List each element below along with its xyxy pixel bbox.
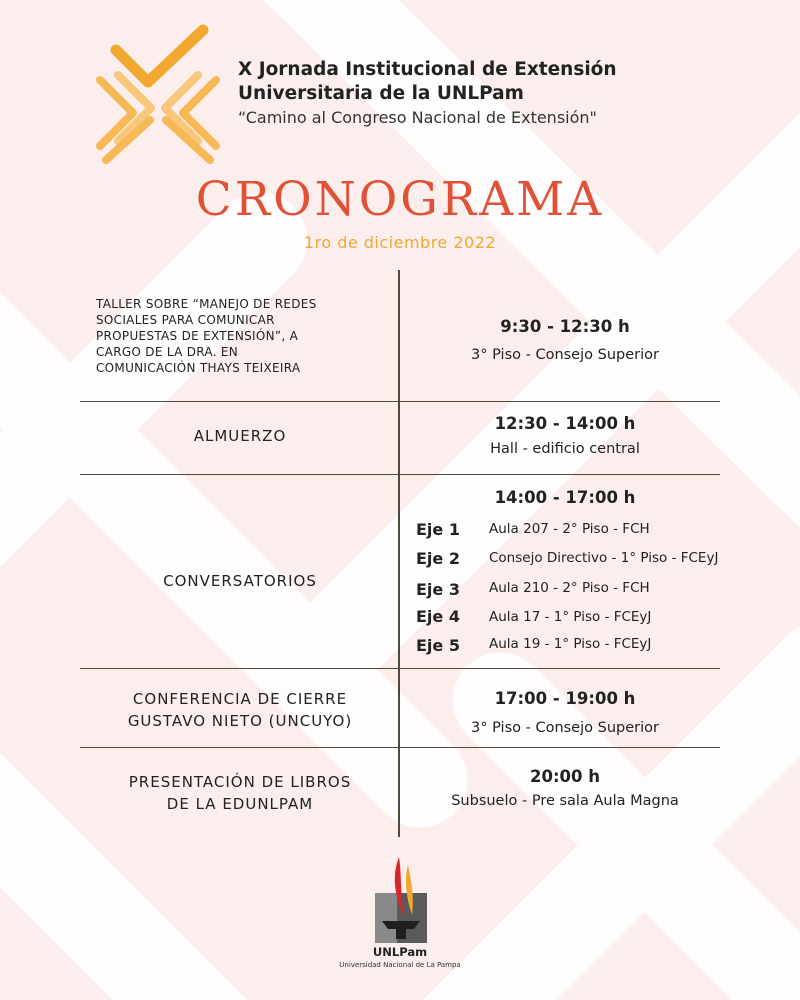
eje-place: Consejo Directivo - 1° Piso - FCEyJ <box>489 550 719 566</box>
taller-line: PROPUESTAS DE EXTENSIÓN”, A <box>96 329 299 343</box>
eje-label: Eje 5 <box>416 636 460 655</box>
almuerzo-time: 12:30 - 14:00 h <box>494 414 636 433</box>
page-title: CRONOGRAMA <box>195 172 605 227</box>
libros-time: 20:00 h <box>529 767 600 786</box>
event-title <box>238 58 617 130</box>
conferencia-time: 17:00 - 19:00 h <box>494 689 636 708</box>
eje-label: Eje 3 <box>416 580 460 599</box>
conferencia-line1: CONFERENCIA DE CIERRE <box>132 690 348 708</box>
conversatorios-label: CONVERSATORIOS <box>163 572 317 590</box>
taller-place: 3° Piso - Consejo Superior <box>471 347 659 363</box>
eje-label: Eje 1 <box>416 520 460 539</box>
event-date: 1ro de diciembre 2022 <box>303 233 497 252</box>
conversatorios-time: 14:00 - 17:00 h <box>494 488 636 507</box>
unlpam-name: UNLPam <box>372 945 428 959</box>
table-row-divider <box>80 668 720 669</box>
conferencia-place: 3° Piso - Consejo Superior <box>471 720 659 736</box>
eje-label: Eje 4 <box>416 607 460 626</box>
event-title-line1: X Jornada Institucional de Extensión <box>238 59 617 80</box>
table-row-divider <box>80 747 720 748</box>
event-subtitle: “Camino al Congreso Nacional de Extensión" <box>238 108 597 127</box>
almuerzo-label: ALMUERZO <box>193 427 287 445</box>
taller-line: TALLER SOBRE “MANEJO DE REDES <box>96 297 317 311</box>
eje-place: Aula 17 - 1° Piso - FCEyJ <box>489 609 652 625</box>
conferencia-line2: GUSTAVO NIETO (UNCUYO) <box>127 712 353 730</box>
libros-line2: DE LA EDUNLPAM <box>166 795 314 813</box>
table-row-divider <box>80 401 720 402</box>
eje-place: Aula 210 - 2° Piso - FCH <box>489 580 650 596</box>
eje-label: Eje 2 <box>416 549 460 568</box>
libros-place: Subsuelo - Pre sala Aula Magna <box>451 793 679 809</box>
taller-line: CARGO DE LA DRA. EN <box>96 345 239 359</box>
taller-description <box>96 296 384 376</box>
eje-place: Aula 207 - 2° Piso - FCH <box>489 521 650 537</box>
eje-place: Aula 19 - 1° Piso - FCEyJ <box>489 636 652 652</box>
table-vertical-divider <box>398 270 400 837</box>
libros-line1: PRESENTACIÓN DE LIBROS <box>128 773 352 791</box>
taller-time: 9:30 - 12:30 h <box>500 317 630 336</box>
taller-line: SOCIALES PARA COMUNICAR <box>96 313 275 327</box>
unlpam-logo <box>370 855 432 945</box>
event-title-line2: Universitaria de la UNLPam <box>238 83 524 104</box>
event-logo <box>88 20 228 170</box>
almuerzo-place: Hall - edificio central <box>490 441 640 457</box>
libros-label <box>96 771 384 815</box>
taller-line: COMUNICACIÓN THAYS TEIXEIRA <box>96 361 301 375</box>
table-row-divider <box>80 474 720 475</box>
unlpam-full-name: Universidad Nacional de La Pampa <box>339 961 461 969</box>
conferencia-label <box>96 688 384 732</box>
